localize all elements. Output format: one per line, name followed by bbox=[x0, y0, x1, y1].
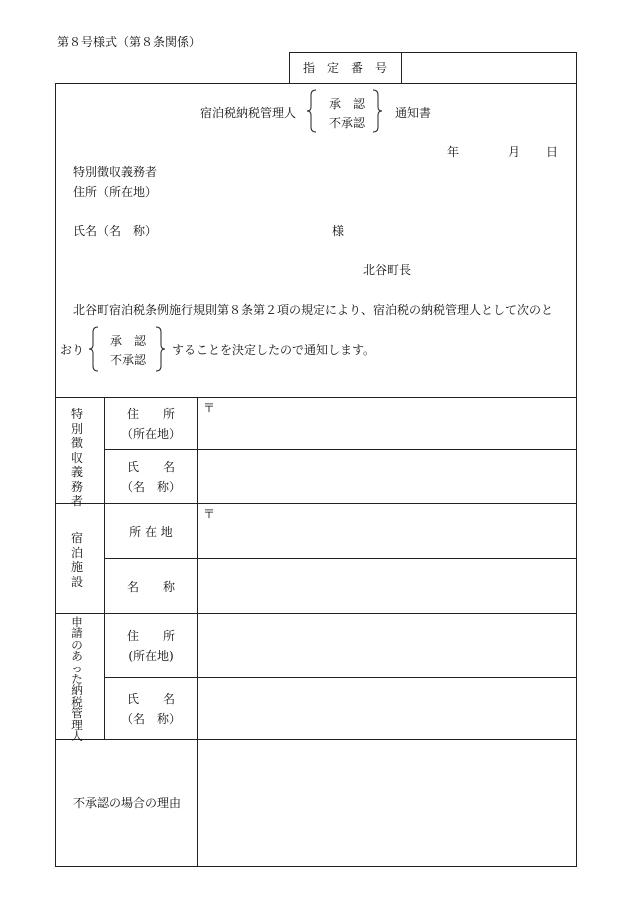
date-year: 年 bbox=[447, 145, 460, 159]
date-month: 月 bbox=[508, 145, 521, 159]
recipient-role: 特別徴収義務者 bbox=[73, 165, 158, 179]
body-line-2-prefix: おり bbox=[60, 343, 85, 357]
heading-column-divider bbox=[104, 397, 105, 739]
title-left-brace-icon bbox=[306, 89, 318, 133]
facility-postal-mark: 〒 bbox=[203, 507, 216, 521]
applicant-address-label-2: (所在地) bbox=[128, 649, 174, 663]
form-number: 第８号様式（第８条関係） bbox=[57, 35, 202, 49]
facility-name-label: 名 称 bbox=[126, 580, 175, 594]
collector-heading: 特別徴収義務者 bbox=[70, 407, 83, 508]
applicant-address-label-1: 住 所 bbox=[126, 629, 175, 643]
collector-address-label-1: 住 所 bbox=[126, 407, 175, 421]
title-right-brace-icon bbox=[371, 89, 383, 133]
table-top-line bbox=[55, 397, 576, 398]
collector-address-label-2: （所在地） bbox=[120, 427, 181, 441]
applicant-bottom-line bbox=[55, 739, 576, 740]
facility-row-divider bbox=[104, 558, 576, 559]
title-prefix: 宿泊税納税管理人 bbox=[200, 106, 297, 120]
title-suffix: 通知書 bbox=[395, 106, 432, 120]
collector-name-label-2: （名 称） bbox=[120, 480, 181, 494]
applicant-name-label-2: （名 称） bbox=[120, 712, 181, 726]
body-line-2-suffix: することを決定したので通知します。 bbox=[172, 343, 376, 357]
applicant-address-field[interactable] bbox=[199, 615, 574, 676]
body-left-brace-icon bbox=[88, 326, 100, 372]
applicant-row-divider bbox=[104, 677, 576, 678]
designation-label: 指 定 番 号 bbox=[302, 61, 387, 75]
collector-name-field[interactable] bbox=[199, 451, 574, 502]
recipient-honorific: 様 bbox=[332, 224, 345, 238]
facility-heading: 宿泊施設 bbox=[70, 531, 83, 589]
collector-name-label-1: 氏 名 bbox=[126, 460, 175, 474]
body-line-1: 北谷町宿泊税条例施行規則第８条第２項の規定により、宿泊税の納税管理人として次のと bbox=[73, 303, 554, 317]
issuer: 北谷町長 bbox=[363, 263, 412, 277]
reason-label: 不承認の場合の理由 bbox=[72, 796, 181, 810]
collector-address-field[interactable] bbox=[199, 399, 574, 448]
collector-postal-mark: 〒 bbox=[203, 401, 216, 415]
recipient-address-label: 住所（所在地） bbox=[73, 185, 158, 199]
body-option-approve: 承 認 bbox=[109, 334, 146, 348]
collector-bottom-line bbox=[55, 503, 576, 504]
body-option-disapprove: 不承認 bbox=[109, 353, 146, 367]
applicant-heading: 申請のあった納税管理人 bbox=[71, 615, 83, 744]
collector-row-divider bbox=[104, 449, 576, 450]
facility-location-label: 所 在 地 bbox=[129, 525, 173, 539]
facility-bottom-line bbox=[55, 613, 576, 614]
applicant-name-label-1: 氏 名 bbox=[126, 692, 175, 706]
recipient-name-label: 氏名（名 称） bbox=[73, 224, 158, 238]
body-right-brace-icon bbox=[154, 326, 166, 372]
label-column-divider bbox=[197, 397, 198, 866]
reason-field[interactable] bbox=[199, 741, 574, 864]
facility-location-field[interactable] bbox=[199, 505, 574, 557]
date-day: 日 bbox=[546, 145, 559, 159]
applicant-name-field[interactable] bbox=[199, 679, 574, 738]
designation-divider bbox=[401, 52, 402, 83]
title-option-approve: 承 認 bbox=[328, 97, 365, 111]
facility-name-field[interactable] bbox=[199, 560, 574, 612]
title-option-disapprove: 不承認 bbox=[328, 116, 365, 130]
